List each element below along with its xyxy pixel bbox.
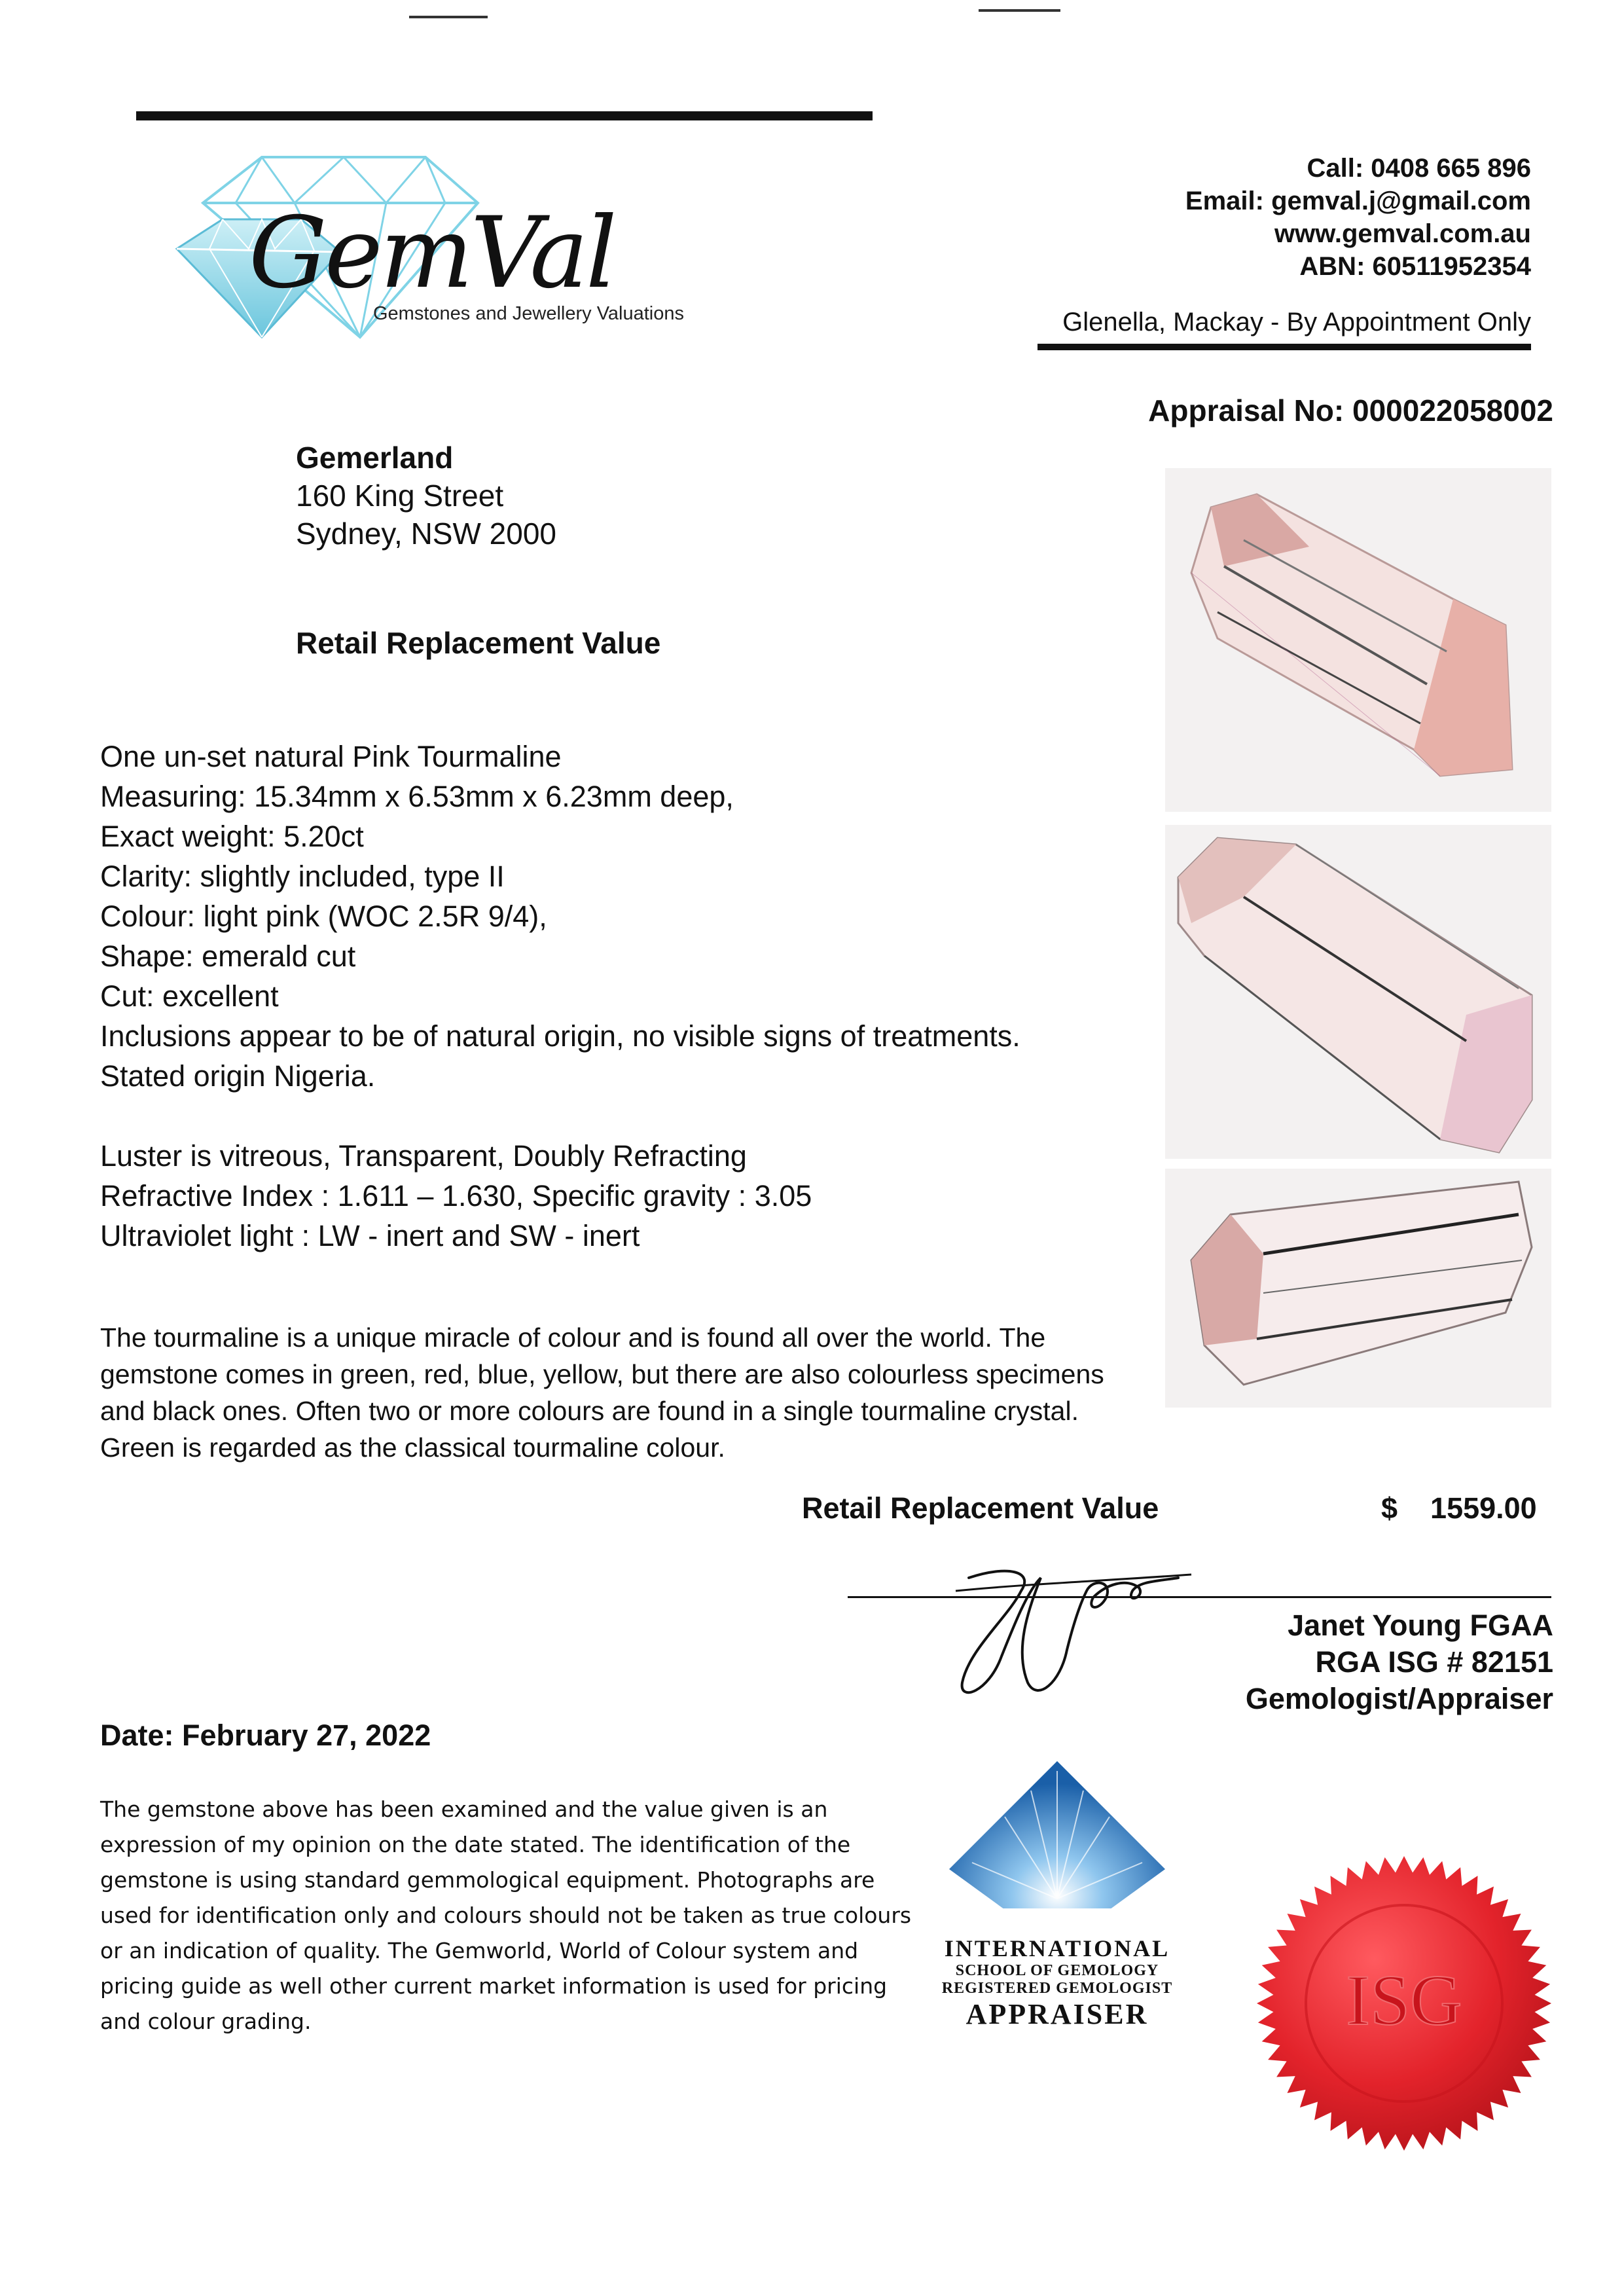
value-currency: $ (1381, 1491, 1398, 1525)
client-name: Gemerland (296, 441, 454, 475)
appraiser-title: Gemologist/Appraiser (1245, 1682, 1553, 1715)
property-line: Luster is vitreous, Transparent, Doubly Refracting (100, 1139, 747, 1173)
description-line: Shape: emerald cut (100, 939, 356, 973)
contact-block (1185, 152, 1531, 283)
value-number: 1559.00 (1430, 1491, 1537, 1525)
red-seal-icon (1254, 1853, 1555, 2154)
value-amount (1381, 1491, 1537, 1525)
gem-photo-top (1165, 468, 1551, 812)
gem-description (100, 737, 1020, 1096)
phone: Call: 0408 665 896 (1307, 154, 1531, 183)
appraiser-block (1246, 1607, 1553, 1717)
location: Glenella, Mackay - By Appointment Only (1062, 308, 1531, 337)
gem-photo-middle (1165, 825, 1551, 1159)
client-address (296, 439, 556, 553)
isg-line: INTERNATIONAL (944, 1935, 1170, 1961)
scan-mark (979, 9, 1060, 12)
description-line: Cut: excellent (100, 979, 279, 1013)
description-line: One un-set natural Pink Tourmaline (100, 740, 562, 773)
brand-tagline: Gemstones and Jewellery Valuations (373, 303, 684, 324)
brand-logo: GemVal (249, 196, 615, 310)
appraiser-registration: RGA ISG # 82151 (1315, 1645, 1553, 1679)
isg-text (913, 1935, 1201, 2031)
property-line: Ultraviolet light : LW - inert and SW - inert (100, 1219, 640, 1252)
website: www.gemval.com.au (1274, 219, 1531, 248)
isg-diamond-logo-icon (946, 1758, 1168, 1954)
abn: ABN: 60511952354 (1299, 252, 1531, 281)
description-line: Stated origin Nigeria. (100, 1059, 376, 1093)
isg-line: APPRAISER (965, 1998, 1149, 2030)
tourmaline-paragraph: The tourmaline is a unique miracle of colour and is found all over the world. The gemstone comes in green, red, blue, yellow, but there are also colourless specimens and black ones. Often two or more colours are found in a single tourmaline crystal. Green is regarded as the classical tourmaline colour. (100, 1322, 1104, 1463)
section-heading: Retail Replacement Value (296, 626, 661, 660)
gem-photo-bottom (1165, 1169, 1551, 1408)
scan-mark (409, 16, 488, 18)
disclaimer: The gemstone above has been examined and the value given is an expression of my opinion on the date stated. The identification of the gemstone is using standard gemmological equipment. Photographs are used for identification only and colours should not be taken as true colours or an indication of quality. The Gemworld, World of Colour system and pricing guide as well other current market information is used for pricing and colour grading. (100, 1796, 912, 2034)
appraisal-date: Date: February 27, 2022 (100, 1719, 431, 1752)
appraiser-name: Janet Young FGAA (1288, 1609, 1553, 1642)
isg-line: REGISTERED GEMOLOGIST (941, 1980, 1173, 1997)
client-street: 160 King Street (296, 479, 504, 513)
description-line: Colour: light pink (WOC 2.5R 9/4), (100, 900, 547, 933)
isg-line: SCHOOL OF GEMOLOGY (955, 1962, 1159, 1979)
description-line: Measuring: 15.34mm x 6.53mm x 6.23mm deep, (100, 780, 734, 813)
property-line: Refractive Index : 1.611 – 1.630, Specific gravity : 3.05 (100, 1179, 812, 1212)
description-line: Exact weight: 5.20ct (100, 820, 364, 853)
value-label: Retail Replacement Value (802, 1491, 1159, 1525)
client-city: Sydney, NSW 2000 (296, 517, 557, 551)
signature-icon (929, 1552, 1204, 1702)
seal-text: ISG (1346, 1960, 1462, 2040)
appraisal-number: Appraisal No: 000022058002 (1148, 393, 1553, 428)
header-rule (136, 111, 873, 120)
gem-properties (100, 1136, 812, 1256)
description-line: Inclusions appear to be of natural origin, no visible signs of treatments. (100, 1019, 1020, 1053)
description-line: Clarity: slightly included, type II (100, 860, 505, 893)
location-rule (1038, 344, 1531, 350)
email: Email: gemval.j@gmail.com (1185, 187, 1531, 215)
